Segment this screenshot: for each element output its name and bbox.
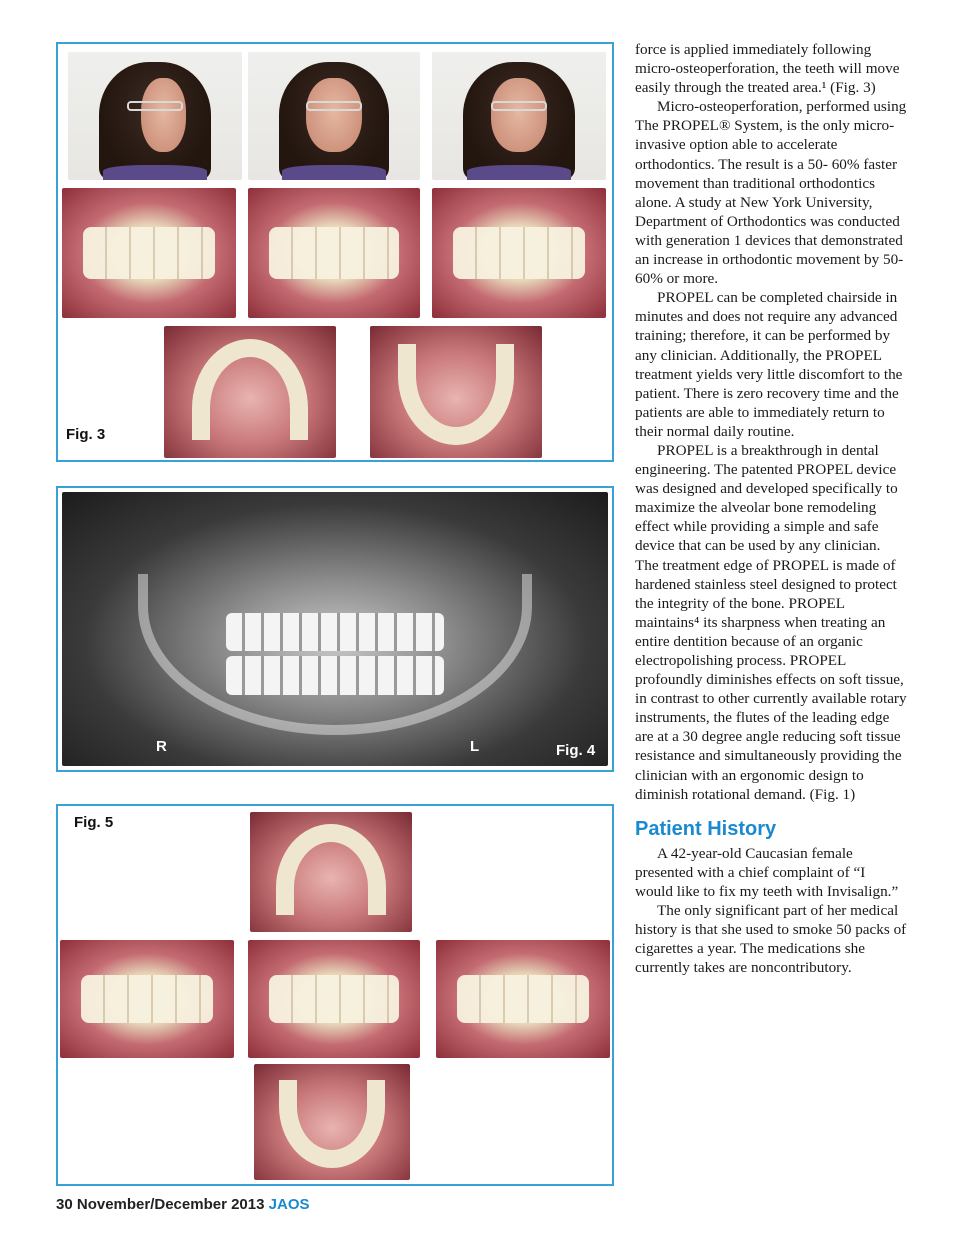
article-text-column: [635, 40, 907, 977]
paragraph-1: force is applied immediately following micro-osteoperforation, the teeth will move easily through the treated area.¹ (Fig. 3): [635, 41, 900, 97]
panoramic-xray: [62, 492, 608, 766]
paragraph-4: PROPEL is a breakthrough in dental engineering. The patented PROPEL device was designed and developed specifically to maximize the alveolar bone remodeling effect while providing a simple and safe device that can be used by any clinician. The treatment edge of PROPEL is made of hardened stainless steel designed to protect the integrity of the bone. PROPEL maintains⁴ its sharpness when treating an entire dentition because of an organic electropolishing process. PROPEL profoundly diminishes effects on soft tissue, in contrast to other currently available rotary instruments, the flutes of the leading edge are at a 30 degree angle reducing soft tissue resistance and simultaneously providing the clinician with an ergonomic design to diminish rotational demand. (Fig. 1): [635, 441, 907, 803]
post-upper-occlusal-photo: [250, 812, 412, 932]
figure-5: [56, 804, 614, 1186]
paragraph-2: Micro-osteoperforation, performed using The PROPEL® System, is the only micro-invasive option able to accelerate orthodontics. The result is a 50- 60% faster movement than traditional orthodontics alone. A study at New York University, Department of Orthodontics was conducted with generation 1 devices that demonstrated an increase in orthodontic movement by 50-60% or more.: [635, 98, 907, 288]
xray-left-marker: L: [470, 738, 480, 755]
figure-3-label: Fig. 3: [66, 426, 106, 443]
figure-5-label: Fig. 5: [74, 814, 114, 831]
page-footer: [56, 1196, 310, 1213]
patient-profile-photo: [68, 52, 242, 180]
xray-right-marker: R: [156, 738, 167, 755]
intraoral-frontal-photo: [248, 188, 420, 318]
journal-name: JAOS: [268, 1196, 310, 1213]
post-intraoral-left-photo: [436, 940, 610, 1058]
section-heading: Patient History: [635, 817, 777, 840]
upper-occlusal-photo: [164, 326, 336, 458]
intraoral-left-photo: [432, 188, 606, 318]
lower-occlusal-photo: [370, 326, 542, 458]
figure-3: [56, 42, 614, 462]
figure-4: [56, 486, 614, 772]
post-lower-occlusal-photo: [254, 1064, 410, 1180]
page-number: 30: [56, 1196, 73, 1213]
patient-frontal-photo: [432, 52, 606, 180]
patient-smile-photo: [248, 52, 420, 180]
intraoral-right-photo: [62, 188, 236, 318]
paragraph-5: A 42-year-old Caucasian female presented with a chief complaint of “I would like to fix my teeth with Invisalign.”: [635, 844, 899, 900]
post-intraoral-right-photo: [60, 940, 234, 1058]
post-intraoral-frontal-photo: [248, 940, 420, 1058]
paragraph-3: PROPEL can be completed chairside in minutes and does not require any advanced training; therefore, it can be performed by any clinician. Additionally, the PROPEL treatment yields very little discomfort to the patient. There is zero recovery time and the patients are able to immediately return to their normal daily routine.: [635, 289, 903, 440]
issue-date: November/December 2013: [76, 1196, 265, 1213]
figure-4-label: Fig. 4: [556, 742, 596, 759]
paragraph-6: The only significant part of her medical history is that she used to smoke 50 packs of cigarettes a year. The medications she currently takes are noncontributory.: [635, 902, 907, 977]
